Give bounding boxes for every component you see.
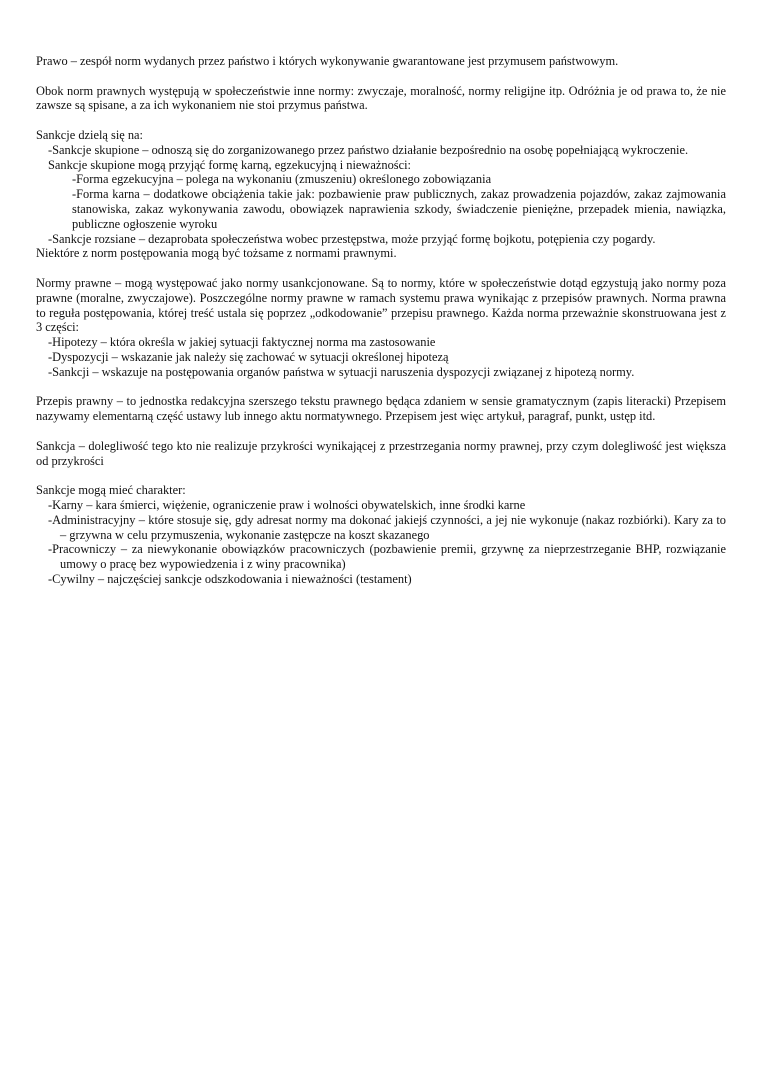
sublist-item-enforcement-form: -Forma egzekucyjna – polega na wykonaniu (zmuszeniu) określonego zobowiązania bbox=[72, 172, 492, 187]
paragraph-gap bbox=[36, 69, 726, 84]
document-body bbox=[36, 54, 726, 587]
paragraph-gap bbox=[36, 424, 726, 439]
list-item-hypothesis: -Hipotezy – która określa w jakiej sytuacji faktycznej norma ma zastosowanie bbox=[48, 335, 436, 350]
sublist-item-penal-form: -Forma karna – dodatkowe obciążenia takie jak: pozbawienie praw publicznych, zakaz prowadzenia pojazdów, zakaz zajmowania stanowiska, zakaz wykonywania zawodu, obowiązek naprawienia szkody, świadczenie pieniężne, przepadek mienia, nawiązka, publiczne ogłoszenie wyroku bbox=[72, 187, 726, 231]
paragraph-law-definition: Prawo – zespół norm wydanych przez państwo i których wykonywanie gwarantowane jest przymusem państwowym. bbox=[36, 54, 619, 68]
list-item-disposition: -Dyspozycji – wskazanie jak należy się zachować w sytuacji określonej hipotezą bbox=[48, 349, 449, 364]
sanctions-division-heading: Sankcje dzielą się na: bbox=[36, 127, 143, 142]
paragraph-legal-norms: Normy prawne – mogą występować jako normy usankcjonowane. Są to normy, które w społeczeństwie dotąd egzystują jako normy poza prawne (moralne, zwyczajowe). Poszczególne normy prawne w ramach systemu prawa wynikając z przepisów prawnych. Norma prawna to reguła postępowania, której treść ustala się poprzez „odkodowanie” przepisu prawnego. Każda norma przeważnie skonstruowana jest z 3 części: bbox=[36, 275, 726, 335]
paragraph-gap bbox=[36, 468, 726, 483]
paragraph-gap bbox=[36, 113, 726, 128]
paragraph-norms-identical: Niektóre z norm postępowania mogą być tożsame z normami prawnymi. bbox=[36, 246, 397, 261]
paragraph-gap bbox=[36, 380, 726, 395]
list-item-administrative-character: -Administracyjny – które stosuje się, gdy adresat normy ma dokonać jakiejś czynności, a jej nie wykonuje (nakaz rozbiórki). Kary za to – grzywna w celu przymuszenia, wykonanie zastępcze na koszt skazanego bbox=[48, 512, 726, 542]
paragraph-sanction-definition: Sankcja – dolegliwość tego kto nie realizuje przykrości wynikającej z przestrzegania normy prawnej, przy czym dolegliwość jest większa od przykrości bbox=[36, 438, 726, 468]
list-item-sanction: -Sankcji – wskazuje na postępowania organów państwa w sytuacji naruszenia dyspozycji związanej z hipotezą normy. bbox=[48, 364, 635, 379]
list-item-civil-character: -Cywilny – najczęściej sankcje odszkodowania i nieważności (testament) bbox=[48, 571, 412, 586]
list-item-focused-sanctions: -Sankcje skupione – odnoszą się do zorganizowanego przez państwo działanie bezpośrednio na osobę popełniającą wykroczenie. bbox=[48, 142, 689, 157]
paragraph-gap bbox=[36, 261, 726, 276]
list-item-employment-character: -Pracowniczy – za niewykonanie obowiązków pracowniczych (pozbawienie premii, grzywnę za nieprzestrzeganie BHP, rozwiązanie umowy o pracę bez wypowiedzenia i z winy pracownika) bbox=[48, 542, 726, 572]
list-item-diffuse-sanctions: -Sankcje rozsiane – dezaprobata społeczeństwa wobec przestępstwa, może przyjąć formę bojkotu, potępienia czy pogardy. bbox=[48, 231, 656, 246]
paragraph-other-norms: Obok norm prawnych występują w społeczeństwie inne normy: zwyczaje, moralność, normy religijne itp. Odróżnia je od prawa to, że nie zawsze są spisane, a za ich wykonaniem nie stoi przymus państwa. bbox=[36, 83, 726, 113]
list-item-penal-character: -Karny – kara śmierci, więżenie, ograniczenie praw i wolności obywatelskich, inne środki karne bbox=[48, 497, 526, 512]
sanctions-character-heading: Sankcje mogą mieć charakter: bbox=[36, 483, 186, 498]
paragraph-legal-provision: Przepis prawny – to jednostka redakcyjna szerszego tekstu prawnego będąca zdaniem w sensie gramatycznym (zapis literacki) Przepisem nazywamy elementarną część ustawy lub innego aktu normatywnego. Przepisem jest więc artykuł, paragraf, punkt, ustęp itd. bbox=[36, 394, 726, 424]
list-item-focused-sanctions-forms: Sankcje skupione mogą przyjąć formę karną, egzekucyjną i nieważności: bbox=[48, 157, 411, 172]
